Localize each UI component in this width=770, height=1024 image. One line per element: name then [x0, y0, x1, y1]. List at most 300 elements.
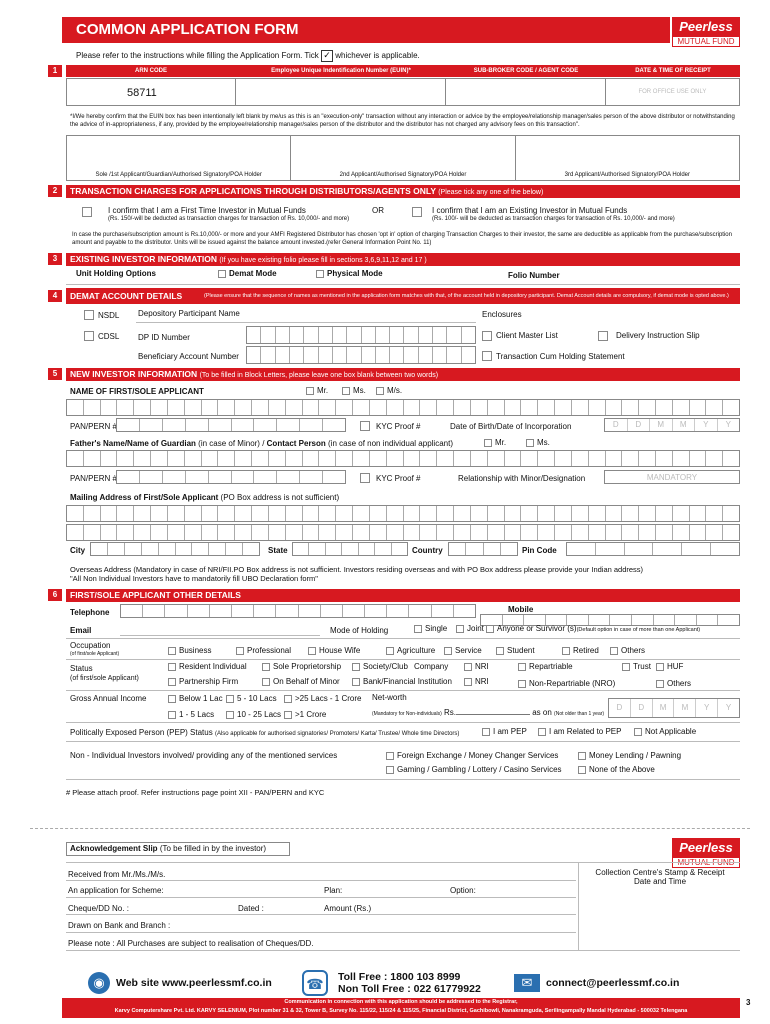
- instruction-line: [76, 50, 420, 62]
- dated-label: Dated :: [238, 904, 264, 913]
- father-line: [70, 439, 453, 448]
- arn-code-header: ARN CODE: [134, 68, 167, 74]
- email-label: Email: [70, 626, 92, 635]
- networth-row: [372, 708, 604, 717]
- father-pan-boxes[interactable]: [116, 470, 346, 484]
- st-others[interactable]: [656, 679, 691, 688]
- mailing-label: Mailing Address of First/Sole Applicant: [70, 493, 219, 502]
- st-nri-label: NRI: [475, 662, 489, 671]
- occ-professional-label: Professional: [247, 646, 292, 655]
- peerless-logo: [672, 17, 740, 51]
- inc-25-1cr[interactable]: [284, 694, 361, 703]
- pep-line: [70, 728, 459, 737]
- as-on-label: as on: [532, 708, 552, 717]
- status-divider: [66, 690, 740, 691]
- sec5-title: NEW INVESTOR INFORMATION: [70, 369, 198, 379]
- nw-y1: Y: [696, 699, 718, 717]
- ack-title-box: [66, 842, 290, 856]
- occ-agriculture-checkbox[interactable]: [386, 647, 394, 655]
- country-label: Country: [412, 546, 443, 555]
- st-minor-checkbox[interactable]: [262, 678, 270, 686]
- city-boxes[interactable]: [90, 542, 260, 556]
- pep-divider: [66, 741, 740, 742]
- instruction-text-2: whichever is applicable.: [335, 51, 420, 61]
- st-company[interactable]: [414, 662, 448, 671]
- nontollfree-text: Non Toll Free : 022 61779922: [338, 983, 481, 995]
- scheme-label: An application for Scheme:: [68, 886, 164, 895]
- svc-gaming-checkbox[interactable]: [386, 766, 394, 774]
- existing-checkbox[interactable]: [412, 207, 422, 217]
- relationship-label: Relationship with Minor/Designation: [458, 474, 586, 483]
- nsdl-checkbox[interactable]: [84, 310, 94, 320]
- st-nri2-checkbox[interactable]: [464, 678, 472, 686]
- occ-housewife-label: House Wife: [319, 646, 361, 655]
- office-use-label: FOR OFFICE USE ONLY: [638, 89, 707, 95]
- dob-m1: M: [650, 419, 673, 431]
- st-others-label: Others: [667, 679, 692, 688]
- anyone-checkbox[interactable]: [486, 625, 494, 633]
- dob-label: Date of Birth/Date of Incorporation: [450, 422, 572, 431]
- ack-top-line: [66, 862, 740, 863]
- mailing-note: (PO Box address is not sufficient): [220, 493, 340, 502]
- occ-agriculture[interactable]: [386, 646, 435, 655]
- cdsl-label: CDSL: [98, 332, 120, 341]
- sec3-title: EXISTING INVESTOR INFORMATION: [70, 254, 218, 264]
- sec5-title-note: (To be filled in Block Letters, please leave one box blank between two words): [199, 372, 439, 379]
- st-nro[interactable]: [518, 679, 615, 688]
- sec6-header: FIRST/SOLE APPLICANT OTHER DETAILS: [66, 589, 740, 602]
- demat-mode-checkbox[interactable]: [218, 270, 226, 278]
- signature-2-label: 2nd Applicant/Authorised Signatory/POA Holder: [339, 172, 467, 178]
- demat-mode-option[interactable]: [218, 269, 277, 278]
- euin-header: Employee Unique Indentification Number (EUIN)*: [271, 68, 411, 74]
- single-option[interactable]: [414, 624, 447, 633]
- sec2-title: TRANSACTION CHARGES FOR APPLICATIONS THROUGH DISTRIBUTORS/AGENTS ONLY: [70, 186, 436, 196]
- inc-1-5[interactable]: [168, 710, 214, 719]
- ack-line-1: [66, 880, 576, 881]
- networth-date-boxes[interactable]: [608, 698, 740, 718]
- as-on-note: (Not older than 1 year): [554, 711, 605, 717]
- st-bank-checkbox[interactable]: [352, 678, 360, 686]
- inc-5-10-checkbox[interactable]: [226, 695, 234, 703]
- mrs-checkbox[interactable]: [376, 387, 384, 395]
- telephone-boxes[interactable]: [120, 604, 476, 618]
- occ-service-label: Service: [455, 646, 482, 655]
- st-trust-label: Trust: [633, 662, 651, 671]
- footer-line-1: Communication in connection with this application should be addressed to the Registrar,: [284, 999, 518, 1005]
- pep-na-checkbox[interactable]: [634, 728, 642, 736]
- joint-label: Joint: [467, 624, 484, 633]
- client-master-checkbox[interactable]: [482, 331, 492, 341]
- ack-title-note: (To be filled in by the investor): [159, 844, 267, 853]
- income-divider: [66, 722, 740, 723]
- st-nri-checkbox[interactable]: [464, 663, 472, 671]
- father-note: (in case of Minor) /: [198, 439, 265, 448]
- mailing-line: [70, 493, 339, 502]
- pan-boxes[interactable]: [116, 418, 346, 432]
- nonind-label: Non - Individual Investors involved/ providing any of the mentioned services: [70, 751, 338, 760]
- brand-name: Peerless: [672, 17, 740, 37]
- demat-mode-label: Demat Mode: [229, 269, 277, 278]
- st-huf-label: HUF: [667, 662, 684, 671]
- anyone-option[interactable]: [486, 624, 700, 633]
- nw-d1: D: [609, 699, 631, 717]
- stamp-label-2: Date and Time: [633, 877, 687, 886]
- footer-line-2: Karvy Computershare Pvt. Ltd. KARVY SELENIUM, Plot number 31 & 32, Tower B, Survey No. 115/22, 115/24 & 115/25, Financial District, Gachibowli, Nanakramguda, Serilingampally Mandal Hyderabad - 500032 Telengana: [114, 1008, 688, 1014]
- dp-id-boxes[interactable]: [246, 326, 476, 344]
- joint-option[interactable]: [456, 624, 484, 633]
- father-ms-option[interactable]: [526, 438, 550, 447]
- inc-10-25[interactable]: [226, 710, 281, 719]
- mr-checkbox[interactable]: [306, 387, 314, 395]
- sec1-values: [66, 78, 740, 106]
- page-number: 3: [746, 998, 751, 1007]
- inc-5-10-label: 5 - 10 Lacs: [237, 694, 277, 703]
- sec2-title-note: (Please tick any one of the below): [438, 189, 544, 196]
- inc-below1[interactable]: [168, 694, 223, 703]
- signature-3[interactable]: [516, 136, 739, 180]
- st-sole-label: Sole Proprietorship: [273, 662, 342, 671]
- receipt-header: DATE & TIME OF RECEIPT: [635, 68, 711, 74]
- st-nri[interactable]: [464, 662, 489, 671]
- pep-yes-checkbox[interactable]: [482, 728, 490, 736]
- st-company-label: Company: [414, 662, 449, 671]
- subbroker-header: SUB-BROKER CODE / AGENT CODE: [473, 68, 579, 74]
- sec6-divider: [66, 638, 740, 639]
- st-repatriable[interactable]: [518, 662, 573, 671]
- st-nri2-label: NRI: [475, 677, 489, 686]
- option-label: Option:: [450, 886, 476, 895]
- relationship-field[interactable]: MANDATORY: [604, 470, 740, 484]
- st-huf[interactable]: [656, 662, 683, 671]
- pep-related[interactable]: [538, 727, 621, 736]
- occ-professional-checkbox[interactable]: [236, 647, 244, 655]
- pincode-label: Pin Code: [522, 546, 557, 555]
- contact-label: Contact Person: [266, 439, 326, 448]
- st-nro-label: Non-Repartriable (NRO): [529, 679, 616, 688]
- occ-student-checkbox[interactable]: [496, 647, 504, 655]
- st-trust-checkbox[interactable]: [622, 663, 630, 671]
- tollfree-text: Toll Free : 1800 103 8999: [338, 971, 461, 983]
- subbroker-field[interactable]: [446, 79, 606, 105]
- state-boxes[interactable]: [292, 542, 408, 556]
- mode-holding-label: Mode of Holding: [330, 626, 389, 635]
- st-bank-label: Bank/Financial Institution: [363, 677, 452, 686]
- st-repatriable-checkbox[interactable]: [518, 663, 526, 671]
- father-name-boxes[interactable]: [66, 450, 740, 467]
- pep-yes-label: I am PEP: [493, 727, 527, 736]
- arn-code-value[interactable]: 58711: [67, 79, 236, 105]
- father-kyc-label: KYC Proof #: [376, 474, 421, 483]
- ms-option[interactable]: [342, 386, 366, 395]
- attach-note: # Please attach proof. Refer instructions page point XII - PAN/PERN and KYC: [66, 788, 325, 797]
- ack-line-3: [66, 914, 576, 915]
- sec3-number: 3: [48, 253, 62, 265]
- occ-housewife[interactable]: [308, 646, 360, 655]
- st-sole-checkbox[interactable]: [262, 663, 270, 671]
- plan-label: Plan:: [324, 886, 343, 895]
- first-time-checkbox[interactable]: [82, 207, 92, 217]
- kyc-label: KYC Proof #: [376, 422, 421, 431]
- father-mr-checkbox[interactable]: [484, 439, 492, 447]
- pincode-boxes[interactable]: [566, 542, 740, 556]
- rs-label: Rs.: [444, 708, 456, 717]
- mobile-label: Mobile: [508, 605, 534, 614]
- beneficiary-boxes[interactable]: [246, 346, 476, 364]
- dob-y2: Y: [725, 420, 731, 429]
- existing-note: (Rs. 100/- will be deducted as transaction charges for transaction of Rs. 10,000/- and more): [432, 216, 675, 222]
- cdsl-checkbox[interactable]: [84, 331, 94, 341]
- inc-1-5-checkbox[interactable]: [168, 711, 176, 719]
- website-text[interactable]: Web site www.peerlessmf.co.in: [116, 977, 272, 989]
- inc-10-25-label: 10 - 25 Lacs: [237, 710, 282, 719]
- ack-title: Acknowledgement Slip: [70, 844, 158, 853]
- st-minor-label: On Behalf of Minor: [273, 677, 340, 686]
- sec2-number: 2: [48, 185, 62, 197]
- beneficiary-label: Beneficiary Account Number: [138, 352, 239, 361]
- status-note: (of first/sole Applicant): [70, 675, 139, 682]
- single-label: Single: [425, 624, 448, 633]
- occ-retired-checkbox[interactable]: [562, 647, 570, 655]
- income-label: Gross Annual Income: [70, 694, 147, 703]
- applicant-name-boxes[interactable]: [66, 399, 740, 416]
- email-line: [120, 635, 320, 636]
- occ-service-checkbox[interactable]: [444, 647, 452, 655]
- instruction-text: Please refer to the instructions while filling the Application Form. Tick: [76, 51, 319, 61]
- svc-forex-label: Foreign Exchange / Money Changer Services: [397, 751, 559, 760]
- st-minor[interactable]: [262, 677, 340, 686]
- father-mr-label: Mr.: [495, 438, 507, 447]
- sec5-number: 5: [48, 368, 62, 380]
- svc-gaming[interactable]: [386, 765, 562, 774]
- st-partnership[interactable]: [168, 677, 238, 686]
- registrar-footer: [62, 998, 740, 1018]
- occ-business-checkbox[interactable]: [168, 647, 176, 655]
- inc-below1-label: Below 1 Lac: [179, 694, 223, 703]
- sec6-bottom-line: [66, 779, 740, 780]
- occ-service[interactable]: [444, 646, 482, 655]
- first-time-label: I confirm that I am a First Time Investor in Mutual Funds: [108, 206, 306, 215]
- pep-yes[interactable]: [482, 727, 527, 736]
- father-mr-option[interactable]: [484, 438, 506, 447]
- st-resident-label: Resident Individual: [179, 662, 247, 671]
- status-label: Status: [70, 664, 93, 673]
- occ-student-label: Student: [507, 646, 535, 655]
- inc-5-10[interactable]: [226, 694, 277, 703]
- st-nro-checkbox[interactable]: [518, 680, 526, 688]
- father-ms-checkbox[interactable]: [526, 439, 534, 447]
- nw-d2: D: [631, 699, 653, 717]
- sec4-header: [66, 288, 740, 304]
- address-boxes-1[interactable]: [66, 505, 740, 522]
- svc-none-checkbox[interactable]: [578, 766, 586, 774]
- signature-1[interactable]: [67, 136, 291, 180]
- sec3-title-note: (If you have existing folio please fill in sections 3,6,9,11,12 and 17 ): [219, 257, 427, 264]
- st-society-checkbox[interactable]: [352, 663, 360, 671]
- svc-lending-label: Money Lending / Pawning: [589, 751, 682, 760]
- delivery-label: Delivery Instruction Slip: [616, 331, 700, 340]
- st-society[interactable]: [352, 662, 408, 671]
- sec4-title-note: (Please ensure that the sequence of names as mentioned in the application form matches with that, of the account held in depository participant. Demat Account details are compulsory, if demat mode is opted above.): [204, 293, 729, 299]
- phone-icon: ☎: [302, 970, 328, 996]
- occupation-label: Occupation: [70, 641, 111, 650]
- signature-3-label: 3rd Applicant/Authorised Signatory/POA Holder: [564, 172, 691, 178]
- address-boxes-2[interactable]: [66, 524, 740, 541]
- sec3-divider: [66, 284, 740, 285]
- svc-forex[interactable]: [386, 751, 558, 760]
- form-title: COMMON APPLICATION FORM: [62, 17, 670, 43]
- sec6-number: 6: [48, 589, 62, 601]
- dob-m2: M: [673, 419, 696, 431]
- occ-student[interactable]: [496, 646, 535, 655]
- inc-10-25-checkbox[interactable]: [226, 711, 234, 719]
- city-label: City: [70, 546, 86, 555]
- occ-divider: [66, 659, 740, 660]
- euin-field[interactable]: [236, 79, 446, 105]
- sec2-header: [66, 185, 740, 198]
- dp-id-label: DP ID Number: [138, 333, 190, 342]
- ack-line-4: [66, 932, 576, 933]
- ubo-note: "All Non Individual Investors have to mandatorily fill UBO Declaration form": [70, 574, 318, 583]
- signature-1-label: Sole /1st Applicant/Guardian/Authorised Signatory/POA Holder: [95, 172, 262, 178]
- applicant-name-label: NAME OF FIRST/SOLE APPLICANT: [70, 387, 204, 396]
- svc-lending[interactable]: [578, 751, 681, 760]
- svc-none-label: None of the Above: [589, 765, 655, 774]
- single-checkbox[interactable]: [414, 625, 422, 633]
- occ-others-label: Others: [621, 646, 646, 655]
- sec4-number: 4: [48, 290, 62, 302]
- existing-label: I confirm that I am an Existing Investor in Mutual Funds: [432, 206, 628, 215]
- nsdl-label: NSDL: [98, 311, 120, 320]
- nw-y2: Y: [725, 703, 732, 712]
- pep-na-label: Not Applicable: [645, 727, 697, 736]
- father-pan-label: PAN/PERN #: [70, 474, 117, 483]
- mrs-label: M/s.: [387, 386, 403, 395]
- inc-1cr[interactable]: [284, 710, 326, 719]
- overseas-note: Overseas Address (Mandatory in case of NRI/FII.PO Box address is not sufficient. Investors residing overseas and with PO Box address please provide your Indian address): [70, 565, 644, 574]
- inc-below1-checkbox[interactable]: [168, 695, 176, 703]
- inc-1-5-label: 1 - 5 Lacs: [179, 710, 215, 719]
- physical-mode-option[interactable]: [316, 269, 383, 278]
- realisation-note: Please note : All Purchases are subject to realisation of Cheques/DD.: [68, 939, 314, 948]
- networth-amount-field[interactable]: [456, 714, 530, 715]
- st-resident[interactable]: [168, 662, 247, 671]
- st-resident-checkbox[interactable]: [168, 663, 176, 671]
- tx-holding-label: Transaction Cum Holding Statement: [496, 352, 625, 361]
- ms-checkbox[interactable]: [342, 387, 350, 395]
- amount-label: Amount (Rs.): [324, 904, 372, 913]
- pep-related-label: I am Related to PEP: [549, 727, 622, 736]
- mrs-option[interactable]: [376, 386, 402, 395]
- pep-related-checkbox[interactable]: [538, 728, 546, 736]
- occ-professional[interactable]: [236, 646, 291, 655]
- email-contact[interactable]: connect@peerlessmf.co.in: [546, 977, 680, 989]
- ack-line-2: [66, 897, 576, 898]
- client-master-label: Client Master List: [496, 331, 558, 340]
- sec1-header: [66, 65, 740, 77]
- pep-note: (Also applicable for authorised signatories/ Promoters/ Karta/ Trustee/ Whole time Directors): [214, 731, 460, 737]
- tx-holding-checkbox[interactable]: [482, 351, 492, 361]
- inc-1cr-label: >1 Crore: [295, 710, 327, 719]
- nw-m2: M: [674, 699, 696, 717]
- inc-1cr-checkbox[interactable]: [284, 711, 292, 719]
- stamp-label: Collection Centre's Stamp & Receipt: [595, 868, 725, 877]
- pan-label: PAN/PERN #: [70, 422, 117, 431]
- sec3-header: [66, 253, 740, 266]
- svc-lending-checkbox[interactable]: [578, 752, 586, 760]
- occ-others[interactable]: [610, 646, 645, 655]
- anyone-note: (Default option in case of more than one Applicant): [576, 627, 701, 633]
- sec4-title: DEMAT ACCOUNT DETAILS: [70, 291, 183, 301]
- physical-mode-label: Physical Mode: [327, 269, 383, 278]
- occ-housewife-checkbox[interactable]: [308, 647, 316, 655]
- mr-label: Mr.: [317, 386, 329, 395]
- st-others-checkbox[interactable]: [656, 680, 664, 688]
- kyc-checkbox[interactable]: [360, 421, 370, 431]
- transaction-note: In case the purchase/subscription amount is Rs.10,000/- or more and your AMFI Registered Distributor has chosen 'opt in' option of charging Transaction Charges to their investor, the same are deductible as applicable from the purchase/subscription amount and payable to the distributor. Units will be issued against the balance amount invested.(refer General Information Point No. 11): [72, 232, 732, 246]
- occ-retired[interactable]: [562, 646, 599, 655]
- occ-others-checkbox[interactable]: [610, 647, 618, 655]
- occ-agriculture-label: Agriculture: [397, 646, 436, 655]
- anyone-label: Anyone or Survivor (s): [497, 624, 577, 633]
- dob-d1: D: [605, 419, 628, 431]
- joint-checkbox[interactable]: [456, 625, 464, 633]
- globe-icon: ◉: [88, 972, 110, 994]
- dob-y1: Y: [695, 419, 718, 431]
- occ-business[interactable]: [168, 646, 211, 655]
- physical-mode-checkbox[interactable]: [316, 270, 324, 278]
- telephone-label: Telephone: [70, 608, 110, 617]
- state-label: State: [268, 546, 288, 555]
- ack-brand-name: Peerless: [672, 838, 740, 858]
- occ-retired-label: Retired: [573, 646, 599, 655]
- delivery-checkbox[interactable]: [598, 331, 608, 341]
- svc-none[interactable]: [578, 765, 655, 774]
- father-kyc-checkbox[interactable]: [360, 473, 370, 483]
- received-label: Received from Mr./Ms./M/s.: [68, 870, 166, 879]
- st-trust[interactable]: [622, 662, 651, 671]
- st-sole[interactable]: [262, 662, 341, 671]
- folio-number-label: Folio Number: [508, 271, 560, 280]
- drawn-label: Drawn on Bank and Branch :: [68, 921, 171, 930]
- mr-option[interactable]: [306, 386, 328, 395]
- svc-forex-checkbox[interactable]: [386, 752, 394, 760]
- signature-boxes: [66, 135, 740, 181]
- dob-boxes[interactable]: [604, 418, 740, 432]
- st-partnership-checkbox[interactable]: [168, 678, 176, 686]
- svc-gaming-label: Gaming / Gambling / Lottery / Casino Services: [397, 765, 562, 774]
- father-label: Father's Name/Name of Guardian: [70, 439, 196, 448]
- st-bank[interactable]: [352, 677, 452, 686]
- unit-holding-label: Unit Holding Options: [76, 269, 156, 278]
- sec1-number: 1: [48, 65, 62, 77]
- brand-sub: MUTUAL FUND: [672, 37, 740, 47]
- country-boxes[interactable]: [448, 542, 518, 556]
- stamp-divider: [578, 862, 579, 950]
- signature-2[interactable]: [291, 136, 515, 180]
- st-huf-checkbox[interactable]: [656, 663, 664, 671]
- tick-icon: ✓: [321, 50, 333, 62]
- st-nri-2[interactable]: [464, 677, 489, 686]
- st-partnership-label: Partnership Firm: [179, 677, 239, 686]
- pep-na[interactable]: [634, 727, 696, 736]
- occ-business-label: Business: [179, 646, 212, 655]
- inc-25-1cr-checkbox[interactable]: [284, 695, 292, 703]
- ack-brand-sub: MUTUAL FUND: [672, 858, 740, 868]
- first-time-note: (Rs. 150/-will be deducted as transaction charges for transaction of Rs. 10,000/- and more): [108, 216, 350, 222]
- ack-peerless-logo: [672, 838, 740, 872]
- networth-note: (Mandatory for Non-individuals): [372, 711, 442, 717]
